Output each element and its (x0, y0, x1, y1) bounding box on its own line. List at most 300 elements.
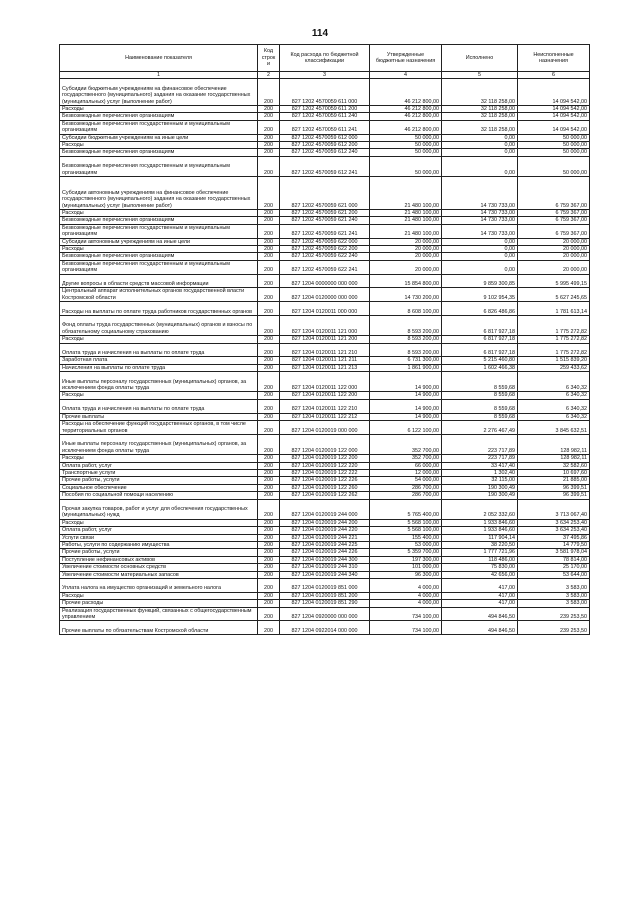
column-number: 1 (60, 72, 258, 79)
row-executed-amount: 117 904,14 (442, 534, 518, 541)
row-budget-code: 827 1202 4570059 621 241 (280, 224, 370, 238)
row-unexecuted-amount: 3 581 978,04 (518, 549, 590, 556)
row-name: Фонд оплаты труда государственных (муниципальных) органов и взносы по обязательному социальному страхованию (60, 316, 258, 336)
row-executed-amount: 33 417,40 (442, 462, 518, 469)
row-budget-code: 827 1204 0120019 244 220 (280, 527, 370, 534)
row-budget-code: 827 1204 0120019 244 225 (280, 541, 370, 548)
table-row (60, 343, 590, 357)
row-budget-code: 827 1204 0120011 122 000 (280, 372, 370, 392)
row-unexecuted-amount: 50 000,00 (518, 142, 590, 149)
row-line-code: 200 (258, 246, 280, 253)
table-row (60, 238, 590, 245)
table-row (60, 156, 590, 176)
row-line-code: 200 (258, 316, 280, 336)
table-row (60, 541, 590, 548)
row-approved-amount: 286 700,00 (370, 492, 442, 499)
row-name: Реализация государственных функций, связанных с общегосударственным управлением (60, 607, 258, 621)
table-row (60, 484, 590, 491)
column-header-executed: Исполнено (442, 45, 518, 72)
row-executed-amount: 32 118 258,00 (442, 106, 518, 113)
row-approved-amount: 21 480 100,00 (370, 177, 442, 210)
column-header-line-code: Код строк и (258, 45, 280, 72)
row-unexecuted-amount: 14 094 542,00 (518, 106, 590, 113)
row-line-code: 200 (258, 372, 280, 392)
row-unexecuted-amount: 239 253,50 (518, 621, 590, 635)
row-executed-amount: 14 730 733,00 (442, 224, 518, 238)
row-approved-amount: 46 212 800,00 (370, 106, 442, 113)
row-unexecuted-amount: 50 000,00 (518, 156, 590, 176)
row-unexecuted-amount: 14 094 542,00 (518, 79, 590, 106)
table-row (60, 288, 590, 302)
row-approved-amount: 20 000,00 (370, 260, 442, 274)
column-header-budget-code: Код расхода по бюджетной классификации (280, 45, 370, 72)
row-line-code: 200 (258, 357, 280, 364)
row-budget-code: 827 1202 4570059 622 200 (280, 246, 370, 253)
row-line-code: 200 (258, 556, 280, 563)
row-executed-amount: 14 730 733,00 (442, 177, 518, 210)
row-line-code: 200 (258, 156, 280, 176)
row-budget-code: 827 1202 4570059 612 241 (280, 156, 370, 176)
row-approved-amount: 8 593 200,00 (370, 343, 442, 357)
row-executed-amount: 0,00 (442, 246, 518, 253)
table-row (60, 246, 590, 253)
row-line-code: 200 (258, 484, 280, 491)
row-executed-amount: 1 933 846,60 (442, 527, 518, 534)
row-line-code: 200 (258, 149, 280, 156)
table-row (60, 392, 590, 399)
row-approved-amount: 101 000,00 (370, 564, 442, 571)
row-executed-amount: 223 717,89 (442, 455, 518, 462)
budget-execution-table (59, 44, 590, 635)
row-unexecuted-amount: 3 583,00 (518, 592, 590, 599)
row-budget-code: 827 1204 0120011 122 210 (280, 399, 370, 413)
row-line-code: 200 (258, 134, 280, 141)
row-line-code: 200 (258, 621, 280, 635)
row-unexecuted-amount: 96 399,51 (518, 492, 590, 499)
row-unexecuted-amount: 3 634 253,40 (518, 519, 590, 526)
row-name: Расходы (60, 142, 258, 149)
row-line-code: 200 (258, 217, 280, 224)
row-line-code: 200 (258, 578, 280, 592)
row-unexecuted-amount: 25 170,00 (518, 564, 590, 571)
row-name: Прочие выплаты (60, 413, 258, 420)
row-executed-amount: 6 817 927,18 (442, 316, 518, 336)
row-executed-amount: 8 559,68 (442, 399, 518, 413)
row-approved-amount: 6 731 300,00 (370, 357, 442, 364)
row-unexecuted-amount: 6 340,32 (518, 392, 590, 399)
row-line-code: 200 (258, 113, 280, 120)
row-unexecuted-amount: 3 634 253,40 (518, 527, 590, 534)
row-budget-code: 827 1202 4570059 611 000 (280, 79, 370, 106)
row-executed-amount: 1 602 466,38 (442, 364, 518, 371)
row-unexecuted-amount: 6 759 367,00 (518, 177, 590, 210)
table-row (60, 519, 590, 526)
row-name: Работы, услуги по содержанию имущества (60, 541, 258, 548)
row-name: Заработная плата (60, 357, 258, 364)
column-number: 3 (280, 72, 370, 79)
row-line-code: 200 (258, 462, 280, 469)
row-unexecuted-amount: 1 775 272,82 (518, 336, 590, 343)
row-unexecuted-amount: 14 094 542,00 (518, 120, 590, 134)
row-executed-amount: 8 559,68 (442, 413, 518, 420)
row-approved-amount: 14 900,00 (370, 372, 442, 392)
row-budget-code: 827 1204 0120011 122 200 (280, 392, 370, 399)
row-unexecuted-amount: 6 340,32 (518, 413, 590, 420)
row-budget-code: 827 1204 0120011 121 213 (280, 364, 370, 371)
table-row (60, 134, 590, 141)
row-approved-amount: 155 400,00 (370, 534, 442, 541)
row-executed-amount: 75 830,00 (442, 564, 518, 571)
table-row (60, 120, 590, 134)
row-name: Расходы (60, 519, 258, 526)
row-name: Расходы (60, 592, 258, 599)
row-name: Безвозмездные перечисления государственным и муниципальным организациям (60, 260, 258, 274)
row-budget-code: 827 1202 4570059 621 200 (280, 210, 370, 217)
row-executed-amount: 118 486,00 (442, 556, 518, 563)
row-name: Субсидии бюджетным учреждениям на финансовое обеспечение государственного (муниципального) задания на оказание государственных (муниципальных) услуг (выполнение работ) (60, 79, 258, 106)
row-name: Расходы на выплаты по оплате труда работников государственных органов (60, 302, 258, 316)
row-executed-amount: 9 859 300,85 (442, 274, 518, 288)
row-unexecuted-amount: 6 340,32 (518, 372, 590, 392)
row-unexecuted-amount: 239 253,50 (518, 607, 590, 621)
row-line-code: 200 (258, 224, 280, 238)
row-approved-amount: 8 593 200,00 (370, 316, 442, 336)
row-executed-amount: 32 118 258,00 (442, 79, 518, 106)
table-row (60, 492, 590, 499)
table-row (60, 274, 590, 288)
row-line-code: 200 (258, 274, 280, 288)
row-approved-amount: 50 000,00 (370, 156, 442, 176)
row-budget-code: 827 1204 0922014 000 000 (280, 621, 370, 635)
table-row (60, 607, 590, 621)
table-row (60, 421, 590, 435)
row-line-code: 200 (258, 421, 280, 435)
row-approved-amount: 46 212 800,00 (370, 120, 442, 134)
row-line-code: 200 (258, 364, 280, 371)
row-executed-amount: 42 656,00 (442, 571, 518, 578)
column-number: 2 (258, 72, 280, 79)
row-budget-code: 827 1202 4570059 611 240 (280, 113, 370, 120)
row-executed-amount: 494 846,50 (442, 607, 518, 621)
row-name: Оплата труда и начисления на выплаты по оплате труда (60, 399, 258, 413)
row-approved-amount: 4 000,00 (370, 600, 442, 607)
row-line-code: 200 (258, 238, 280, 245)
column-header-unexecuted: Неисполненные назначения (518, 45, 590, 72)
row-executed-amount: 0,00 (442, 238, 518, 245)
row-budget-code: 827 1202 4570059 622 240 (280, 253, 370, 260)
table-row (60, 217, 590, 224)
row-budget-code: 827 1204 0120019 122 260 (280, 484, 370, 491)
row-name: Расходы (60, 336, 258, 343)
table-row (60, 621, 590, 635)
row-budget-code: 827 1202 4570059 611 200 (280, 106, 370, 113)
row-unexecuted-amount: 1 775 272,82 (518, 316, 590, 336)
row-budget-code: 827 1204 0120019 851 000 (280, 578, 370, 592)
row-name: Безвозмездные перечисления организациям (60, 217, 258, 224)
row-approved-amount: 15 854 800,00 (370, 274, 442, 288)
row-name: Транспортные услуги (60, 469, 258, 476)
row-unexecuted-amount: 3 713 067,40 (518, 499, 590, 519)
row-approved-amount: 21 480 100,00 (370, 217, 442, 224)
row-executed-amount: 8 559,68 (442, 392, 518, 399)
row-executed-amount: 1 933 846,60 (442, 519, 518, 526)
row-executed-amount: 417,00 (442, 592, 518, 599)
row-approved-amount: 53 000,00 (370, 541, 442, 548)
row-line-code: 200 (258, 177, 280, 210)
row-name: Другие вопросы в области средств массовой информации (60, 274, 258, 288)
table-row (60, 499, 590, 519)
row-unexecuted-amount: 14 779,50 (518, 541, 590, 548)
row-executed-amount: 9 102 954,35 (442, 288, 518, 302)
row-budget-code: 827 1202 4570059 622 000 (280, 238, 370, 245)
row-name: Расходы (60, 392, 258, 399)
row-unexecuted-amount: 78 814,00 (518, 556, 590, 563)
row-approved-amount: 4 000,00 (370, 578, 442, 592)
row-name: Безвозмездные перечисления государственным и муниципальным организациям (60, 120, 258, 134)
table-row (60, 302, 590, 316)
table-row (60, 149, 590, 156)
row-approved-amount: 286 700,00 (370, 484, 442, 491)
row-executed-amount: 38 220,50 (442, 541, 518, 548)
row-executed-amount: 223 717,89 (442, 434, 518, 454)
row-approved-amount: 20 000,00 (370, 246, 442, 253)
row-budget-code: 827 1204 0120011 122 212 (280, 413, 370, 420)
row-name: Социальное обеспечение (60, 484, 258, 491)
row-executed-amount: 1 302,40 (442, 469, 518, 476)
row-line-code: 200 (258, 499, 280, 519)
row-approved-amount: 54 000,00 (370, 477, 442, 484)
row-approved-amount: 8 608 100,00 (370, 302, 442, 316)
row-budget-code: 827 1204 0120019 122 200 (280, 455, 370, 462)
row-line-code: 200 (258, 210, 280, 217)
row-line-code: 200 (258, 469, 280, 476)
row-line-code: 200 (258, 434, 280, 454)
row-approved-amount: 4 000,00 (370, 592, 442, 599)
row-unexecuted-amount: 20 000,00 (518, 238, 590, 245)
row-budget-code: 827 1204 0120019 851 200 (280, 592, 370, 599)
row-line-code: 200 (258, 549, 280, 556)
row-name: Прочая закупка товаров, работ и услуг для обеспечения государственных (муниципальных) нужд (60, 499, 258, 519)
row-unexecuted-amount: 53 644,00 (518, 571, 590, 578)
row-line-code: 200 (258, 343, 280, 357)
table-row (60, 336, 590, 343)
row-line-code: 200 (258, 253, 280, 260)
table-row (60, 527, 590, 534)
column-number-row (60, 72, 590, 79)
row-line-code: 200 (258, 477, 280, 484)
table-row (60, 549, 590, 556)
row-name: Безвозмездные перечисления организациям (60, 149, 258, 156)
row-unexecuted-amount: 6 759 367,00 (518, 217, 590, 224)
row-budget-code: 827 1202 4570059 621 000 (280, 177, 370, 210)
column-number: 6 (518, 72, 590, 79)
row-name: Услуги связи (60, 534, 258, 541)
row-budget-code: 827 1204 0120019 244 221 (280, 534, 370, 541)
row-name: Начисления на выплаты по оплате труда (60, 364, 258, 371)
row-budget-code: 827 1204 0120019 000 000 (280, 421, 370, 435)
row-executed-amount: 5 215 460,80 (442, 357, 518, 364)
row-budget-code: 827 1202 4570059 612 200 (280, 142, 370, 149)
row-budget-code: 827 1204 0120019 244 000 (280, 499, 370, 519)
column-number: 5 (442, 72, 518, 79)
row-unexecuted-amount: 20 000,00 (518, 260, 590, 274)
table-row (60, 177, 590, 210)
row-unexecuted-amount: 5 995 499,15 (518, 274, 590, 288)
row-approved-amount: 1 861 900,00 (370, 364, 442, 371)
row-approved-amount: 50 000,00 (370, 134, 442, 141)
row-unexecuted-amount: 21 885,00 (518, 477, 590, 484)
table-row (60, 372, 590, 392)
row-approved-amount: 14 900,00 (370, 392, 442, 399)
row-budget-code: 827 1202 4570059 611 241 (280, 120, 370, 134)
row-unexecuted-amount: 1 775 272,82 (518, 343, 590, 357)
row-name: Увеличение стоимости материальных запасов (60, 571, 258, 578)
row-budget-code: 827 1204 0120019 122 000 (280, 434, 370, 454)
row-executed-amount: 0,00 (442, 149, 518, 156)
table-row (60, 106, 590, 113)
row-unexecuted-amount: 96 399,51 (518, 484, 590, 491)
row-name: Прочие выплаты по обязательствам Костромской области (60, 621, 258, 635)
row-unexecuted-amount: 259 433,62 (518, 364, 590, 371)
row-approved-amount: 5 765 400,00 (370, 499, 442, 519)
row-name: Субсидии автономным учреждениям на финансовое обеспечение государственного (муниципального) задания на оказание государственных (муниципальных) услуг (выполнение работ) (60, 177, 258, 210)
row-executed-amount: 0,00 (442, 253, 518, 260)
row-executed-amount: 6 817 927,18 (442, 343, 518, 357)
row-approved-amount: 20 000,00 (370, 253, 442, 260)
row-executed-amount: 6 826 486,86 (442, 302, 518, 316)
row-line-code: 200 (258, 519, 280, 526)
table-row (60, 564, 590, 571)
table-row (60, 455, 590, 462)
row-budget-code: 827 1204 0120019 122 262 (280, 492, 370, 499)
row-executed-amount: 417,00 (442, 578, 518, 592)
row-line-code: 200 (258, 302, 280, 316)
row-line-code: 200 (258, 607, 280, 621)
table-row (60, 600, 590, 607)
row-name: Субсидии автономным учреждениям на иные цели (60, 238, 258, 245)
row-budget-code: 827 1204 0120019 244 300 (280, 556, 370, 563)
row-approved-amount: 50 000,00 (370, 142, 442, 149)
row-executed-amount: 32 118 258,00 (442, 113, 518, 120)
row-name: Расходы (60, 210, 258, 217)
row-executed-amount: 0,00 (442, 142, 518, 149)
row-executed-amount: 417,00 (442, 600, 518, 607)
table-row (60, 571, 590, 578)
row-unexecuted-amount: 6 759 367,00 (518, 224, 590, 238)
row-unexecuted-amount: 1 515 839,20 (518, 357, 590, 364)
row-name: Безвозмездные перечисления государственным и муниципальным организациям (60, 156, 258, 176)
row-name: Расходы (60, 246, 258, 253)
row-budget-code: 827 1204 0120011 121 211 (280, 357, 370, 364)
row-name: Расходы (60, 106, 258, 113)
row-budget-code: 827 1204 0120011 000 000 (280, 302, 370, 316)
row-line-code: 200 (258, 288, 280, 302)
row-executed-amount: 190 300,49 (442, 492, 518, 499)
row-name: Пособия по социальной помощи населению (60, 492, 258, 499)
row-budget-code: 827 1204 0120019 122 226 (280, 477, 370, 484)
row-budget-code: 827 1204 0120019 244 340 (280, 571, 370, 578)
table-row (60, 79, 590, 106)
row-budget-code: 827 1204 0120011 121 210 (280, 343, 370, 357)
row-executed-amount: 1 777 721,96 (442, 549, 518, 556)
row-line-code: 200 (258, 142, 280, 149)
row-line-code: 200 (258, 336, 280, 343)
row-line-code: 200 (258, 79, 280, 106)
table-row (60, 592, 590, 599)
row-unexecuted-amount: 32 582,60 (518, 462, 590, 469)
row-approved-amount: 46 212 800,00 (370, 113, 442, 120)
row-executed-amount: 2 052 332,60 (442, 499, 518, 519)
row-unexecuted-amount: 5 627 245,65 (518, 288, 590, 302)
table-row (60, 224, 590, 238)
row-budget-code: 827 1202 4570059 622 241 (280, 260, 370, 274)
row-budget-code: 827 1204 0120019 244 310 (280, 564, 370, 571)
row-executed-amount: 0,00 (442, 156, 518, 176)
row-budget-code: 827 1204 0120011 121 200 (280, 336, 370, 343)
row-line-code: 200 (258, 592, 280, 599)
row-unexecuted-amount: 3 583,00 (518, 600, 590, 607)
table-header-row (60, 45, 590, 72)
table-row (60, 364, 590, 371)
row-name: Оплата работ, услуг (60, 527, 258, 534)
table-row (60, 578, 590, 592)
row-name: Иные выплаты персоналу государственных (муниципальных) органов, за исключением фонда оплаты труда (60, 372, 258, 392)
row-name: Прочие работы, услуги (60, 477, 258, 484)
row-name: Субсидии бюджетным учреждениям на иные цели (60, 134, 258, 141)
row-line-code: 200 (258, 492, 280, 499)
row-executed-amount: 190 300,49 (442, 484, 518, 491)
row-unexecuted-amount: 6 340,32 (518, 399, 590, 413)
row-approved-amount: 14 900,00 (370, 399, 442, 413)
table-row (60, 469, 590, 476)
row-line-code: 200 (258, 260, 280, 274)
row-unexecuted-amount: 128 982,11 (518, 455, 590, 462)
row-approved-amount: 352 700,00 (370, 434, 442, 454)
row-approved-amount: 21 480 100,00 (370, 224, 442, 238)
row-approved-amount: 14 730 200,00 (370, 288, 442, 302)
row-unexecuted-amount: 10 697,60 (518, 469, 590, 476)
table-row (60, 462, 590, 469)
row-budget-code: 827 1204 0120011 121 000 (280, 316, 370, 336)
row-unexecuted-amount: 37 495,86 (518, 534, 590, 541)
row-approved-amount: 5 568 100,00 (370, 519, 442, 526)
row-budget-code: 827 1202 4570059 612 000 (280, 134, 370, 141)
column-number: 4 (370, 72, 442, 79)
row-unexecuted-amount: 128 982,11 (518, 434, 590, 454)
row-name: Прочие работы, услуги (60, 549, 258, 556)
row-executed-amount: 6 817 927,18 (442, 336, 518, 343)
table-row (60, 142, 590, 149)
row-approved-amount: 5 359 700,00 (370, 549, 442, 556)
column-header-approved: Утвержденные бюджетные назначения (370, 45, 442, 72)
row-budget-code: 827 1202 4570059 612 240 (280, 149, 370, 156)
row-line-code: 200 (258, 120, 280, 134)
row-unexecuted-amount: 3 583,00 (518, 578, 590, 592)
row-executed-amount: 32 115,00 (442, 477, 518, 484)
row-line-code: 200 (258, 534, 280, 541)
table-row (60, 113, 590, 120)
row-name: Центральный аппарат исполнительных органов государственной власти Костромской области (60, 288, 258, 302)
row-name: Оплата труда и начисления на выплаты по оплате труда (60, 343, 258, 357)
row-name: Прочие расходы (60, 600, 258, 607)
row-approved-amount: 352 700,00 (370, 455, 442, 462)
row-line-code: 200 (258, 455, 280, 462)
row-approved-amount: 8 593 200,00 (370, 336, 442, 343)
row-budget-code: 827 1204 0000000 000 000 (280, 274, 370, 288)
row-name: Поступление нефинансовых активов (60, 556, 258, 563)
row-approved-amount: 14 900,00 (370, 413, 442, 420)
row-unexecuted-amount: 14 094 542,00 (518, 113, 590, 120)
